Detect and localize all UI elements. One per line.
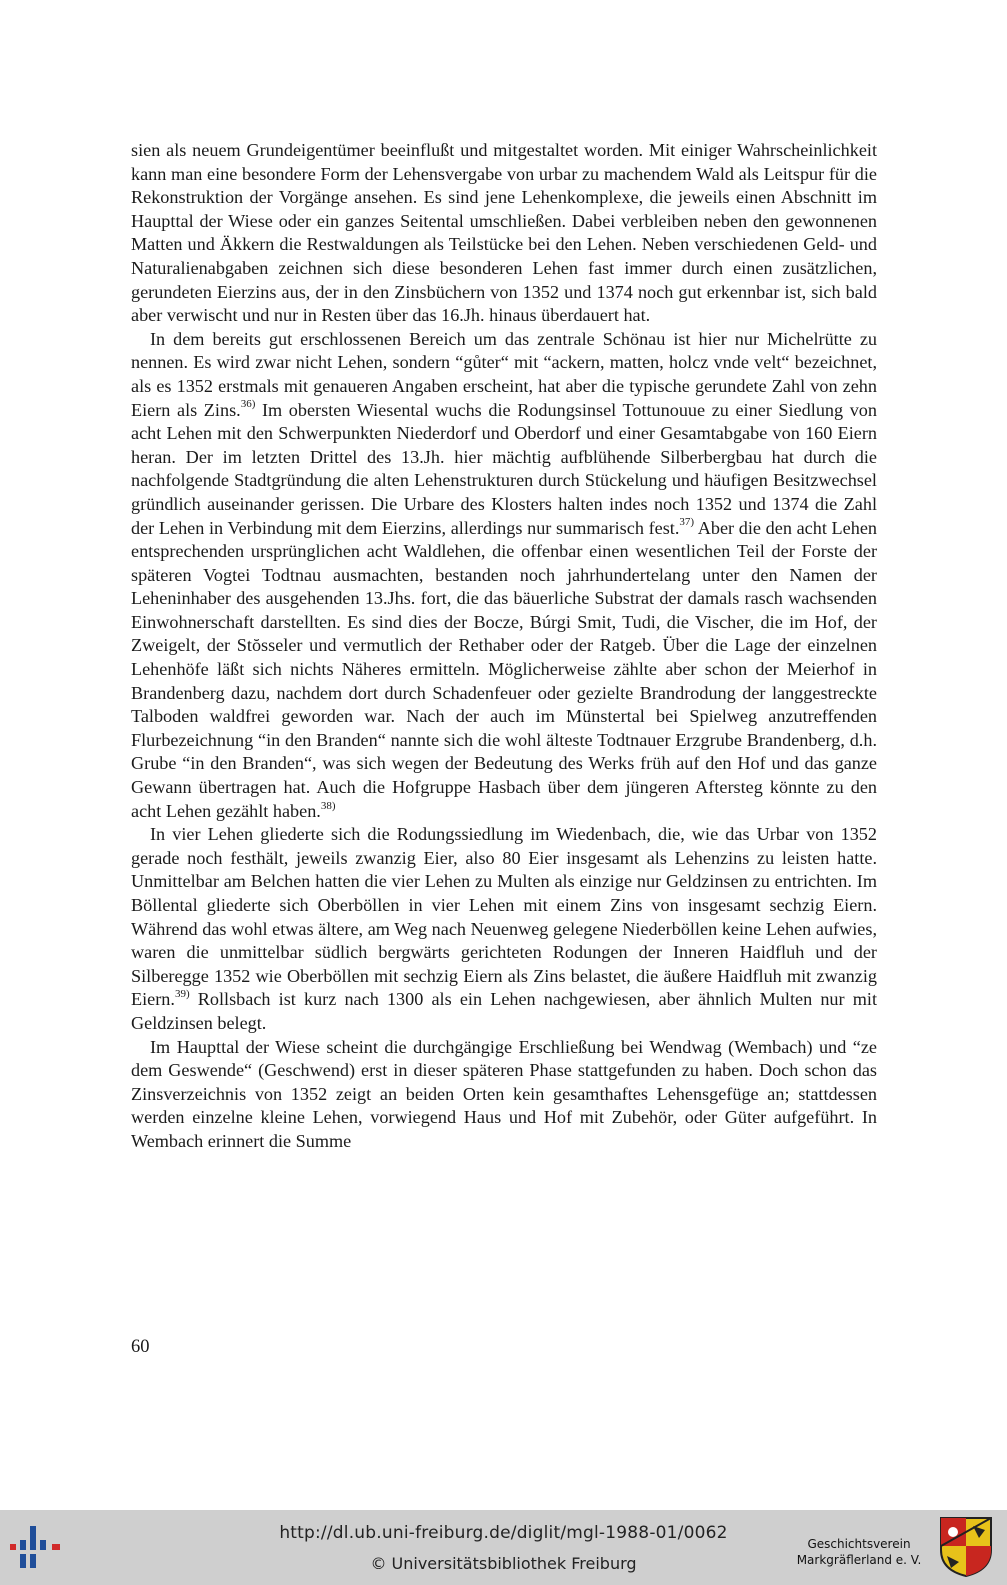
page-number: 60	[131, 1337, 150, 1357]
body-paragraph	[131, 1036, 877, 1154]
paragraph-text: Aber die den acht Lehen entsprechenden ursprünglichen acht Waldlehen, die offenbar einen wesentlichen Teil der Forste der späteren Vogtei Todtnau ausmachten, bestanden noch jahrhundertelang unter den Namen der Leheninhaber des ausgehenden 13.Jhs. fort, die das bäuerliche Substrat der damals rasch wachsenden Einwohnerschaft darstellten. Es sind dies der Bocze, Búrgi Smit, Tudi, die Vischer, die im Hof, der Zweigelt, der Stŏsseler und vermutlich der Rethaber oder der Ratgeb. Über die Lage der einzelnen Lehenhöfe läßt sich nichts Näheres ermitteln. Möglicherweise zählte aber schon der Meierhof in Brandenberg dazu, nachdem dort durch Schadenfeuer oder gezielte Brandrodung der langgestreckte Talboden waldfrei geworden war. Nach der auch im Münstertal bei Spielweg anzutreffenden Flurbezeichnung “in den Branden“ nannte sich die wohl älteste Todtnauer Erzgrube Brandenberg, d.h. Grube “in den Branden“, was sich wegen der Bedeutung des Werks früh auf den Hof und das ganze Gewann übertragen hat. Auch die Hofgruppe Hasbach über dem jüngeren Aftersteg könnte zu den acht Lehen gezählt haben.	[131, 517, 877, 821]
society-name	[789, 1536, 929, 1568]
society-name-line2: Markgräflerland e. V.	[796, 1553, 922, 1567]
society-crest-icon	[939, 1516, 993, 1578]
footnote-marker: 39)	[174, 988, 190, 1001]
copyright-notice: © Universitätsbibliothek Freiburg	[370, 1554, 637, 1573]
body-paragraph	[131, 139, 877, 328]
paragraph-text: sien als neuem Grundeigentümer beeinflußt und mitgestaltet worden. Mit einiger Wahrscheinlichkeit kann man eine besondere Form der Lehensvergabe von urbar zu machendem Wald als Leitspur für die Rekonstruktion der Vorgänge ansehen. Es sind jene Lehenkomplexe, die jeweils einen Abschnitt im Haupttal der Wiese oder ein ganzes Seitental umschließen. Dabei verbleiben neben den gewonnenen Matten und Äkkern die Restwaldungen als Teilstücke bei den Lehen. Neben verschiedenen Geld- und Naturalienabgaben zeichnen sich diese besonderen Lehen fast immer durch einen zusätzlichen, gerundeten Eierzins aus, der in den Zinsbüchern von 1352 und 1374 noch gut erkennbar ist, sich bald aber verwischt und nur in Resten über das 16.Jh. hinaus überdauert hat.	[131, 140, 877, 326]
main-text	[131, 139, 877, 1154]
source-url-link[interactable]: http://dl.ub.uni-freiburg.de/diglit/mgl-1988-01/0062	[279, 1523, 728, 1543]
paragraph-text: In vier Lehen gliederte sich die Rodungssiedlung im Wiedenbach, die, wie das Urbar von 1352 gerade noch festhält, jeweils zwanzig Eier, also 80 Eier insgesamt als Lehenzins zu leisten hatte. Unmittelbar am Belchen hatten die vier Lehen zu Multen als einzige nur Geldzinsen zu entrichten. Im Böllental gliederte sich Oberböllen in vier Lehen mit einem Zins von insgesamt sechzig Eiern. Während das wohl etwas ältere, am Weg nach Neuenweg gelegene Niederböllen keine Lehen aufwies, waren die unmittelbar südlich bergwärts gerichteten Rodungen der Inneren Haidfluh und der Silberegge 1352 wie Oberböllen mit sechzig Eiern als Zins belastet, die äußere Haidfluh mit zwanzig Eiern.	[131, 824, 877, 1010]
footnote-marker: 38)	[320, 799, 336, 812]
paragraph-text: Rollsbach ist kurz nach 1300 als ein Lehen nachgewiesen, aber ähnlich Multen nur mit Geldzinsen belegt.	[131, 989, 877, 1033]
footnote-marker: 37)	[679, 516, 695, 529]
paragraph-text: Im obersten Wiesental wuchs die Rodungsinsel Tottunouue zu einer Siedlung von acht Lehen mit den Schwerpunkten Niederdorf und Oberdorf und einer Gesamtabgabe von 160 Eiern heran. Der im letzten Drittel des 13.Jh. hier mächtig aufblühende Silberbergbau hat durch die nachfolgende Stadtgründung die alten Lehenstrukturen durch Stückelung und häufigen Besitzwechsel gründlich auseinander gerissen. Die Urbare des Klosters halten indes noch 1352 und 1374 die Zahl der Lehen in Verbindung mit dem Eierzins, allerdings nur summarisch fest.	[131, 399, 877, 538]
footnote-marker: 36)	[240, 398, 256, 411]
body-paragraph	[131, 328, 877, 823]
footer-bar	[0, 1510, 1007, 1585]
society-name-line1: Geschichtsverein	[807, 1537, 911, 1551]
paragraph-text: In dem bereits gut erschlossenen Bereich um das zentrale Schönau ist hier nur Michelrütte zu nennen. Es wird zwar nicht Lehen, sondern “gůter“ mit “ackern, matten, holcz vnde velt“ bezeichnet, als es 1352 erstmals mit genaueren Angaben erscheint, hat aber die typische gerundete Zahl von zehn Eiern als Zins.	[131, 328, 877, 420]
body-paragraph	[131, 823, 877, 1035]
paragraph-text: Im Haupttal der Wiese scheint die durchgängige Erschließung bei Wendwag (Wembach) und “ze dem Geswende“ (Geschwend) erst in dieser späteren Phase stattgefunden zu haben. Doch schon das Zinsverzeichnis von 1352 zeigt an beiden Orten kein gesamthaftes Lehensgefüge an; stattdessen werden einzelne kleine Lehen, vorwiegend Haus und Hof mit Zubehör, oder Güter aufgeführt. In Wembach erinnert die Summe	[131, 1036, 877, 1151]
